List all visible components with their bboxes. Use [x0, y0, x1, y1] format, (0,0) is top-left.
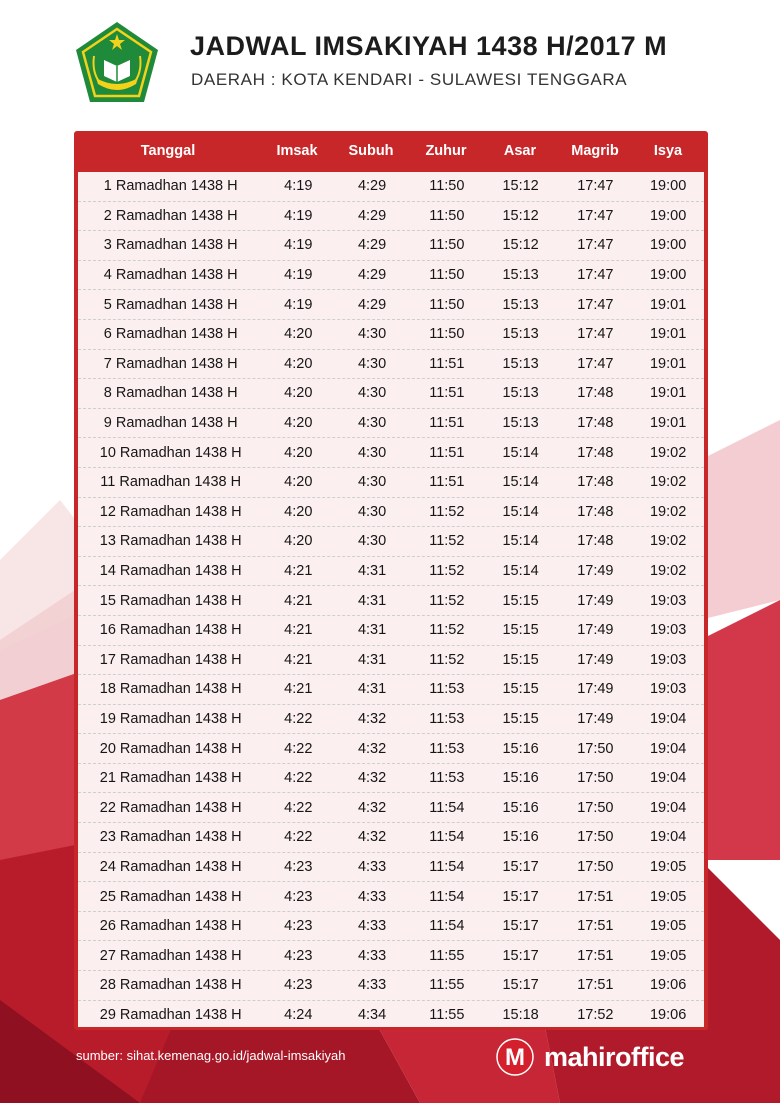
cell-imsak: 4:20 — [284, 385, 313, 402]
cell-zuhur: 11:51 — [429, 444, 465, 461]
cell-asar: 15:17 — [502, 977, 539, 994]
cell-zuhur: 11:52 — [429, 503, 465, 520]
cell-zuhur: 11:54 — [429, 888, 465, 905]
cell-asar: 15:13 — [502, 326, 539, 343]
cell-asar: 15:18 — [502, 1007, 539, 1024]
cell-zuhur: 11:52 — [429, 563, 465, 580]
cell-asar: 15:17 — [502, 888, 539, 905]
column-header-magrib: Magrib — [571, 143, 619, 159]
cell-zuhur: 11:50 — [429, 326, 465, 343]
cell-date: 11 Ramadhan 1438 H — [100, 474, 242, 491]
cell-subuh: 4:30 — [357, 326, 387, 343]
cell-asar: 15:15 — [502, 681, 539, 698]
table-row — [78, 823, 704, 853]
table-row — [78, 438, 704, 468]
cell-subuh: 4:29 — [357, 267, 387, 284]
cell-asar: 15:13 — [502, 296, 539, 313]
cell-subuh: 4:33 — [357, 918, 387, 935]
page-title: JADWAL IMSAKIYAH 1438 H/2017 M — [190, 31, 668, 61]
cell-subuh: 4:29 — [357, 207, 387, 224]
cell-asar: 15:15 — [502, 592, 539, 609]
cell-subuh: 4:30 — [357, 474, 387, 491]
cell-isya: 19:02 — [649, 503, 687, 520]
cell-subuh: 4:29 — [357, 237, 387, 254]
table-row — [78, 882, 704, 912]
table-row — [78, 616, 704, 646]
cell-date: 13 Ramadhan 1438 H — [99, 533, 242, 550]
cell-magrib: 17:50 — [577, 858, 614, 875]
mahiroffice-logo-icon — [496, 1038, 534, 1076]
cell-magrib: 17:50 — [577, 770, 614, 787]
table-row — [78, 527, 704, 557]
table-row — [78, 764, 704, 794]
column-header-asar: Asar — [503, 143, 537, 159]
cell-date: 26 Ramadhan 1438 H — [99, 918, 242, 935]
table-row — [78, 261, 704, 291]
cell-imsak: 4:20 — [284, 326, 313, 343]
cell-zuhur: 11:50 — [429, 296, 465, 313]
cell-subuh: 4:31 — [357, 651, 387, 668]
cell-date: 14 Ramadhan 1438 H — [99, 563, 242, 580]
table-body — [78, 172, 704, 1027]
cell-magrib: 17:49 — [577, 710, 614, 727]
cell-imsak: 4:22 — [284, 829, 313, 846]
cell-date: 3 Ramadhan 1438 H — [103, 237, 238, 254]
cell-isya: 19:04 — [649, 740, 687, 757]
table-row — [78, 793, 704, 823]
cell-zuhur: 11:52 — [429, 651, 465, 668]
cell-zuhur: 11:53 — [429, 681, 465, 698]
cell-zuhur: 11:50 — [429, 207, 465, 224]
cell-isya: 19:05 — [649, 888, 687, 905]
cell-zuhur: 11:55 — [429, 947, 465, 964]
cell-isya: 19:01 — [649, 326, 687, 343]
cell-isya: 19:02 — [649, 474, 687, 491]
cell-asar: 15:16 — [502, 740, 539, 757]
cell-date: 21 Ramadhan 1438 H — [99, 770, 242, 787]
cell-date: 2 Ramadhan 1438 H — [103, 207, 238, 224]
cell-isya: 19:04 — [649, 799, 687, 816]
cell-magrib: 17:49 — [577, 563, 614, 580]
cell-isya: 19:04 — [649, 829, 687, 846]
brand — [496, 1037, 684, 1077]
cell-date: 5 Ramadhan 1438 H — [103, 296, 238, 313]
cell-zuhur: 11:50 — [429, 267, 465, 284]
cell-imsak: 4:22 — [284, 770, 313, 787]
cell-subuh: 4:32 — [357, 740, 387, 757]
cell-asar: 15:14 — [502, 563, 539, 580]
cell-subuh: 4:32 — [357, 829, 387, 846]
cell-imsak: 4:20 — [284, 474, 313, 491]
cell-subuh: 4:32 — [357, 770, 387, 787]
cell-imsak: 4:22 — [284, 710, 313, 727]
cell-asar: 15:16 — [502, 770, 539, 787]
schedule-table — [74, 131, 708, 1030]
cell-magrib: 17:52 — [577, 1007, 614, 1024]
cell-zuhur: 11:50 — [429, 237, 465, 254]
cell-isya: 19:03 — [649, 651, 687, 668]
cell-zuhur: 11:51 — [429, 415, 465, 432]
cell-imsak: 4:21 — [284, 622, 313, 639]
cell-date: 19 Ramadhan 1438 H — [99, 710, 242, 727]
cell-magrib: 17:48 — [577, 385, 614, 402]
cell-imsak: 4:21 — [284, 592, 313, 609]
cell-magrib: 17:50 — [577, 799, 614, 816]
cell-magrib: 17:49 — [577, 651, 614, 668]
cell-isya: 19:03 — [649, 681, 687, 698]
cell-zuhur: 11:52 — [429, 622, 465, 639]
cell-zuhur: 11:51 — [429, 355, 465, 372]
cell-date: 20 Ramadhan 1438 H — [99, 740, 242, 757]
cell-asar: 15:15 — [502, 622, 539, 639]
brand-name: mahiroffice — [544, 1041, 685, 1072]
cell-isya: 19:05 — [649, 918, 687, 935]
cell-isya: 19:03 — [649, 592, 687, 609]
table-row — [78, 498, 704, 528]
cell-imsak: 4:22 — [284, 740, 313, 757]
table-row — [78, 941, 704, 971]
cell-isya: 19:05 — [649, 947, 687, 964]
cell-subuh: 4:29 — [357, 296, 387, 313]
cell-date: 15 Ramadhan 1438 H — [99, 592, 242, 609]
cell-asar: 15:13 — [502, 355, 539, 372]
cell-zuhur: 11:54 — [429, 858, 465, 875]
table-row — [78, 172, 704, 202]
cell-subuh: 4:33 — [357, 977, 387, 994]
cell-isya: 19:00 — [649, 267, 687, 284]
cell-asar: 15:14 — [502, 533, 539, 550]
cell-magrib: 17:47 — [577, 267, 614, 284]
column-header-imsak: Imsak — [276, 143, 318, 159]
cell-date: 12 Ramadhan 1438 H — [99, 503, 242, 520]
region-subtitle: DAERAH : KOTA KENDARI - SULAWESI TENGGARA — [191, 70, 628, 89]
cell-date: 16 Ramadhan 1438 H — [99, 622, 242, 639]
cell-isya: 19:01 — [649, 355, 687, 372]
cell-isya: 19:06 — [649, 1007, 687, 1024]
cell-subuh: 4:32 — [357, 710, 387, 727]
cell-asar: 15:15 — [502, 651, 539, 668]
cell-asar: 15:13 — [502, 385, 539, 402]
cell-date: 9 Ramadhan 1438 H — [103, 415, 238, 432]
cell-magrib: 17:51 — [577, 977, 614, 994]
cell-magrib: 17:47 — [577, 178, 614, 195]
cell-magrib: 17:48 — [577, 474, 614, 491]
cell-imsak: 4:23 — [284, 977, 313, 994]
cell-asar: 15:12 — [502, 237, 539, 254]
cell-imsak: 4:20 — [284, 503, 313, 520]
cell-subuh: 4:32 — [357, 799, 387, 816]
cell-date: 27 Ramadhan 1438 H — [99, 947, 242, 964]
cell-isya: 19:04 — [649, 710, 687, 727]
cell-subuh: 4:33 — [357, 858, 387, 875]
table-row — [78, 468, 704, 498]
cell-subuh: 4:30 — [357, 444, 387, 461]
cell-imsak: 4:21 — [284, 651, 313, 668]
cell-asar: 15:14 — [502, 503, 539, 520]
cell-isya: 19:03 — [649, 622, 687, 639]
table-row — [78, 231, 704, 261]
cell-isya: 19:05 — [649, 858, 687, 875]
cell-date: 18 Ramadhan 1438 H — [99, 681, 242, 698]
cell-zuhur: 11:50 — [429, 178, 465, 195]
table-row — [78, 971, 704, 1001]
cell-asar: 15:16 — [502, 799, 539, 816]
table-row — [78, 320, 704, 350]
cell-zuhur: 11:53 — [429, 740, 465, 757]
cell-zuhur: 11:53 — [429, 710, 465, 727]
cell-asar: 15:15 — [502, 710, 539, 727]
cell-zuhur: 11:52 — [429, 592, 465, 609]
cell-magrib: 17:48 — [577, 503, 614, 520]
cell-imsak: 4:23 — [284, 888, 313, 905]
cell-isya: 19:00 — [649, 237, 687, 254]
cell-zuhur: 11:53 — [429, 770, 465, 787]
cell-imsak: 4:23 — [284, 918, 313, 935]
cell-imsak: 4:19 — [284, 237, 313, 254]
cell-zuhur: 11:55 — [429, 977, 465, 994]
cell-imsak: 4:20 — [284, 415, 313, 432]
cell-magrib: 17:50 — [577, 740, 614, 757]
cell-zuhur: 11:54 — [429, 918, 465, 935]
cell-date: 6 Ramadhan 1438 H — [103, 326, 238, 343]
column-header-tanggal: Tanggal — [140, 143, 196, 159]
table-header — [74, 131, 708, 171]
cell-magrib: 17:47 — [577, 237, 614, 254]
cell-subuh: 4:30 — [357, 533, 387, 550]
cell-subuh: 4:31 — [357, 592, 387, 609]
cell-zuhur: 11:51 — [429, 385, 465, 402]
cell-magrib: 17:48 — [577, 444, 614, 461]
cell-subuh: 4:33 — [357, 947, 387, 964]
cell-asar: 15:12 — [502, 207, 539, 224]
table-row — [78, 586, 704, 616]
cell-isya: 19:00 — [649, 207, 687, 224]
cell-imsak: 4:19 — [284, 178, 313, 195]
cell-date: 22 Ramadhan 1438 H — [99, 799, 242, 816]
cell-magrib: 17:47 — [577, 207, 614, 224]
column-header-zuhur: Zuhur — [425, 143, 467, 159]
cell-imsak: 4:22 — [284, 799, 313, 816]
cell-imsak: 4:23 — [284, 947, 313, 964]
cell-subuh: 4:33 — [357, 888, 387, 905]
cell-date: 25 Ramadhan 1438 H — [99, 888, 242, 905]
table-row — [78, 379, 704, 409]
cell-imsak: 4:19 — [284, 267, 313, 284]
column-header-isya: Isya — [653, 143, 683, 159]
cell-subuh: 4:31 — [357, 622, 387, 639]
cell-date: 24 Ramadhan 1438 H — [99, 858, 242, 875]
cell-subuh: 4:34 — [357, 1007, 387, 1024]
table-row — [78, 646, 704, 676]
cell-isya: 19:01 — [649, 385, 687, 402]
cell-subuh: 4:30 — [357, 355, 387, 372]
cell-date: 17 Ramadhan 1438 H — [99, 651, 242, 668]
table-row — [78, 705, 704, 735]
cell-imsak: 4:21 — [284, 681, 313, 698]
cell-isya: 19:02 — [649, 444, 687, 461]
cell-magrib: 17:47 — [577, 326, 614, 343]
cell-zuhur: 11:54 — [429, 799, 465, 816]
cell-isya: 19:01 — [649, 415, 687, 432]
cell-date: 23 Ramadhan 1438 H — [99, 829, 242, 846]
cell-zuhur: 11:55 — [429, 1007, 465, 1024]
cell-isya: 19:02 — [649, 533, 687, 550]
cell-date: 4 Ramadhan 1438 H — [103, 267, 238, 284]
cell-zuhur: 11:51 — [429, 474, 465, 491]
table-row — [78, 290, 704, 320]
cell-imsak: 4:20 — [284, 533, 313, 550]
cell-isya: 19:01 — [649, 296, 687, 313]
cell-magrib: 17:50 — [577, 829, 614, 846]
table-row — [78, 557, 704, 587]
cell-magrib: 17:51 — [577, 918, 614, 935]
cell-magrib: 17:49 — [577, 681, 614, 698]
table-row — [78, 409, 704, 439]
cell-magrib: 17:49 — [577, 592, 614, 609]
cell-subuh: 4:30 — [357, 503, 387, 520]
cell-magrib: 17:51 — [577, 947, 614, 964]
cell-date: 1 Ramadhan 1438 H — [103, 178, 238, 195]
cell-isya: 19:04 — [649, 770, 687, 787]
cell-asar: 15:17 — [502, 858, 539, 875]
cell-date: 7 Ramadhan 1438 H — [103, 355, 238, 372]
cell-asar: 15:17 — [502, 947, 539, 964]
cell-magrib: 17:47 — [577, 296, 614, 313]
cell-zuhur: 11:54 — [429, 829, 465, 846]
cell-subuh: 4:31 — [357, 563, 387, 580]
cell-imsak: 4:21 — [284, 563, 313, 580]
column-header-subuh: Subuh — [348, 143, 394, 159]
cell-imsak: 4:24 — [284, 1007, 313, 1024]
table-row — [78, 912, 704, 942]
cell-magrib: 17:48 — [577, 533, 614, 550]
cell-asar: 15:12 — [502, 178, 539, 195]
cell-magrib: 17:48 — [577, 415, 614, 432]
cell-isya: 19:06 — [649, 977, 687, 994]
table-row — [78, 202, 704, 232]
cell-date: 10 Ramadhan 1438 H — [99, 444, 242, 461]
brand-initial: M — [505, 1044, 525, 1071]
cell-isya: 19:00 — [649, 178, 687, 195]
cell-magrib: 17:51 — [577, 888, 614, 905]
cell-isya: 19:02 — [649, 563, 687, 580]
cell-imsak: 4:20 — [284, 444, 313, 461]
kemenag-emblem-icon — [74, 20, 160, 106]
table-row — [78, 675, 704, 705]
table-row — [78, 1001, 704, 1031]
cell-date: 29 Ramadhan 1438 H — [99, 1007, 242, 1024]
cell-asar: 15:13 — [502, 415, 539, 432]
cell-asar: 15:16 — [502, 829, 539, 846]
cell-magrib: 17:49 — [577, 622, 614, 639]
source-text: sumber: sihat.kemenag.go.id/jadwal-imsakiyah — [76, 1048, 346, 1063]
cell-date: 28 Ramadhan 1438 H — [99, 977, 242, 994]
cell-subuh: 4:31 — [357, 681, 387, 698]
table-row — [78, 734, 704, 764]
cell-subuh: 4:29 — [357, 178, 387, 195]
cell-subuh: 4:30 — [357, 415, 387, 432]
cell-date: 8 Ramadhan 1438 H — [103, 385, 238, 402]
cell-imsak: 4:20 — [284, 355, 313, 372]
cell-imsak: 4:19 — [284, 296, 313, 313]
header — [0, 0, 780, 120]
cell-asar: 15:13 — [502, 267, 539, 284]
cell-asar: 15:17 — [502, 918, 539, 935]
cell-imsak: 4:23 — [284, 858, 313, 875]
table-row — [78, 350, 704, 380]
cell-asar: 15:14 — [502, 474, 539, 491]
cell-imsak: 4:19 — [284, 207, 313, 224]
cell-magrib: 17:47 — [577, 355, 614, 372]
cell-asar: 15:14 — [502, 444, 539, 461]
cell-subuh: 4:30 — [357, 385, 387, 402]
table-row — [78, 853, 704, 883]
cell-zuhur: 11:52 — [429, 533, 465, 550]
